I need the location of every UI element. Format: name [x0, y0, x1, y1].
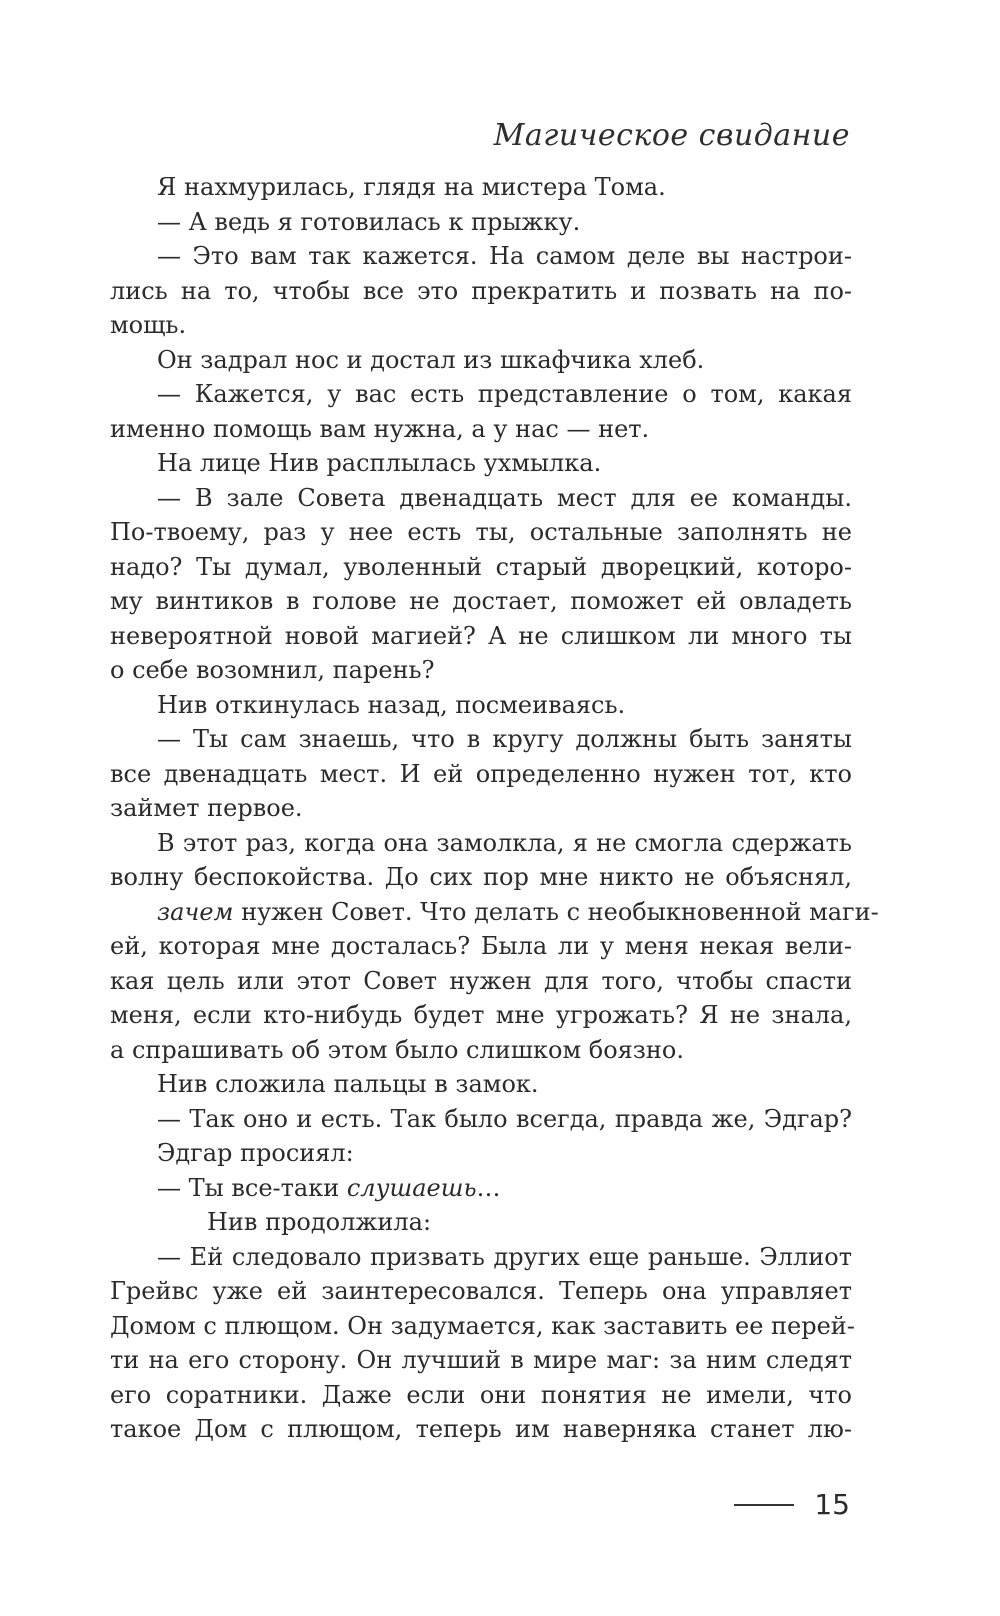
text-line: лись на то, чтобы все это прекратить и позвать на по- [110, 276, 852, 305]
text-line: ей, которая мне досталась? Была ли у меня некая вели- [110, 932, 852, 960]
text-line: Нив продолжила: [207, 1208, 432, 1236]
text-line: На лице Нив расплылась ухмылка. [157, 449, 602, 477]
text-line: му винтиков в голове не достает, поможет ей овладеть [110, 587, 852, 615]
text-line: ти на его сторону. Он лучший в мире маг: за ним следят [110, 1346, 852, 1374]
text-line: невероятной новой магией? А не слишком ли много ты [110, 621, 852, 650]
text-line: Домом с плющом. Он задумается, как заставить ее перей- [110, 1311, 855, 1340]
text-line: — Так оно и есть. Так было всегда, правда же, Эдгар? [157, 1104, 852, 1133]
italic-word: зачем [157, 897, 234, 926]
text-line-italic-2 [110, 1171, 852, 1206]
text-line: — Ты сам знаешь, что в кругу должны быть заняты [157, 725, 852, 753]
text-line: — Это вам так кажется. На самом деле вы настрои- [157, 242, 852, 270]
text-line: о себе возомнил, парень? [110, 656, 435, 684]
text-block-1 [110, 170, 852, 895]
text-line: мощь. [110, 311, 187, 339]
text-line: именно помощь вам нужна, а у нас — нет. [110, 414, 650, 443]
italic-line-prefix: — Ты все-таки [157, 1173, 347, 1202]
text-block-3 [110, 1205, 855, 1447]
text-line: все двенадцать мест. И ей определенно нужен тот, кто [110, 759, 852, 788]
running-head-title: Магическое свидание [493, 118, 850, 153]
page-body [110, 170, 879, 1447]
text-line: Он задрал нос и достал из шкафчика хлеб. [157, 345, 705, 374]
text-line: В этот раз, когда она замолкла, я не смогла сдержать [157, 828, 852, 857]
text-line: Нив сложила пальцы в замок. [157, 1070, 539, 1098]
text-line: По-твоему, раз у нее есть ты, остальные заполнять не [110, 518, 852, 546]
italic-line-rest: нужен Совет. Что делать с необыкновенной маги- [233, 897, 879, 926]
text-line: такое Дом с плющом, теперь им наверняка станет лю- [110, 1415, 852, 1443]
text-line: надо? Ты думал, уволенный старый дворецкий, которо- [110, 552, 852, 581]
text-line: Я нахмурилась, глядя на мистера Тома. [157, 173, 666, 201]
text-block-2 [110, 929, 852, 1171]
text-line: — А ведь я готовилась к прыжку. [157, 207, 581, 236]
text-line: а спрашивать об этом было слишком боязно. [110, 1035, 684, 1064]
page-footer [734, 1488, 850, 1521]
text-line: кая цель или этот Совет нужен для того, чтобы спасти [110, 966, 852, 995]
page-number: 15 [814, 1488, 850, 1521]
text-line: его соратники. Даже если они понятия не имели, что [110, 1380, 852, 1409]
italic-word-2: слушаешь [346, 1173, 477, 1202]
text-line-italic [110, 895, 879, 930]
text-line: волну беспокойства. До сих пор мне никто не объяснял, [110, 863, 852, 891]
text-line: меня, если кто-нибудь будет мне угрожать? Я не знала, [110, 1001, 852, 1029]
text-line: Эдгар просиял: [157, 1139, 354, 1167]
text-line: Грейвс уже ей заинтересовался. Теперь она управляет [110, 1277, 852, 1305]
text-line: — Ей следовало призвать других еще раньше. Эллиот [157, 1242, 852, 1271]
text-line: займет первое. [110, 794, 303, 822]
footer-rule [734, 1504, 794, 1506]
italic-line-suffix: … [476, 1173, 501, 1202]
text-line: Нив откинулась назад, посмеиваясь. [157, 690, 626, 719]
text-line: — Кажется, у вас есть представление о том, какая [157, 380, 852, 408]
text-line: — В зале Совета двенадцать мест для ее команды. [157, 483, 852, 512]
